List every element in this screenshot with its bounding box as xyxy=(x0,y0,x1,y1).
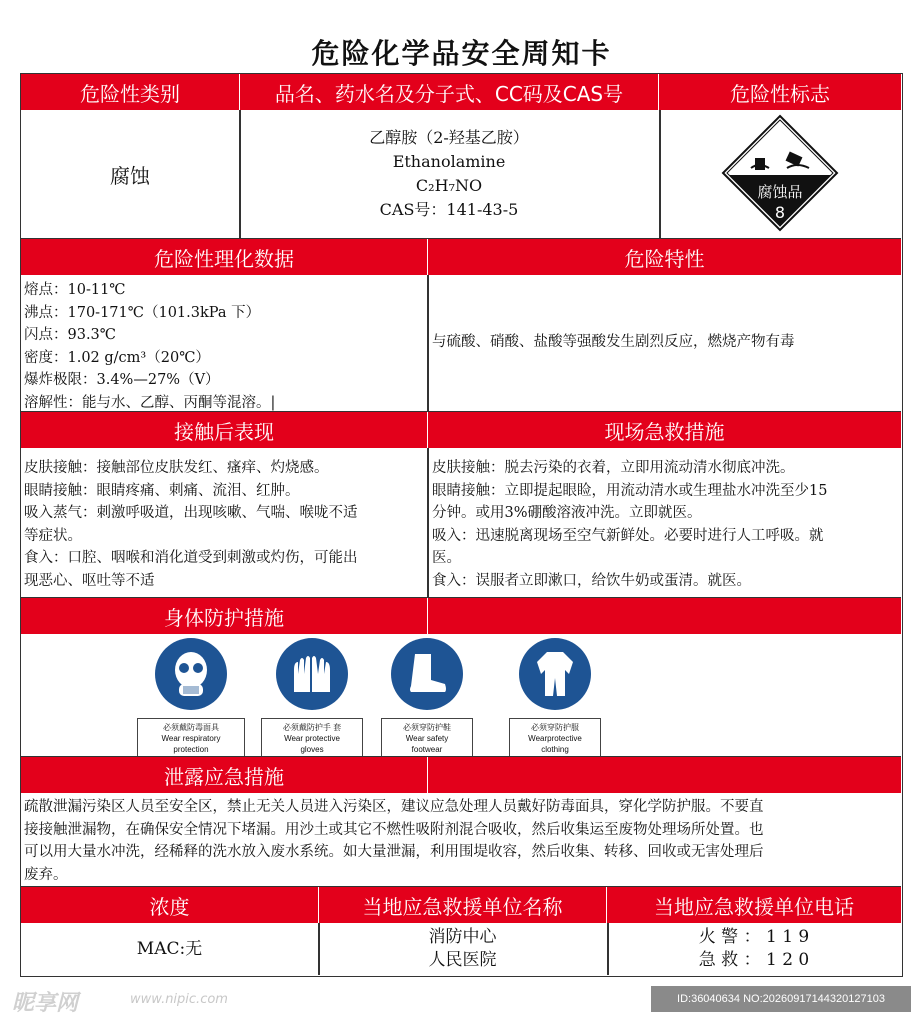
coverall-icon xyxy=(519,638,591,710)
aid-line: 眼睛接触：立即提起眼睑，用流动清水或生理盐水冲洗至少15 xyxy=(432,482,828,499)
phys-line: 沸点：170-171℃（101.3kPa 下） xyxy=(24,304,261,321)
watermark-url: www.nipic.com xyxy=(130,992,228,1007)
card-title: 危险化学品安全周知卡 xyxy=(311,37,612,70)
corrosive-diamond-icon xyxy=(659,110,901,238)
phys-data-list xyxy=(24,279,424,414)
symptom-line: 吸入蒸气：刺激呼吸道，出现咳嗽、气喘、喉咙不适 xyxy=(24,505,358,521)
symptom-line: 食入：口腔、咽喉和消化道受到刺激或灼伤，可能出 xyxy=(24,550,358,566)
ppe-area xyxy=(21,634,901,756)
gas-mask-icon xyxy=(155,638,227,710)
header-concentration: 浓度 xyxy=(21,887,318,923)
sign-class: 8 xyxy=(774,203,786,222)
leak-line: 可以用大量水冲洗，经稀释的洗水放入废水系统。如大量泄漏，利用围堤收容，然后收集、转移、回收或无害处理后 xyxy=(24,844,764,860)
first-aid-list xyxy=(432,457,897,592)
header-phys-data: 危险性理化数据 xyxy=(21,239,427,275)
gloves-icon xyxy=(276,638,348,710)
header-unit-phone: 当地应急救援单位电话 xyxy=(607,887,901,923)
chemical-cas: CAS号：141-43-5 xyxy=(379,200,519,219)
phys-line: 溶解性：能与水、乙醇、丙酮等混溶。| xyxy=(24,394,276,411)
aid-line: 皮肤接触：脱去污染的衣着，立即用流动清水彻底冲洗。 xyxy=(432,460,795,476)
phone-fire: 火 警 ： 1 1 9 xyxy=(698,927,810,947)
symptom-line: 皮肤接触：接触部位皮肤发红、瘙痒、灼烧感。 xyxy=(24,460,329,476)
header-sign: 危险性标志 xyxy=(659,74,901,110)
symptom-line: 等症状。 xyxy=(24,527,82,544)
unit-hospital: 人民医院 xyxy=(428,950,497,970)
aid-line: 食入：误服者立即漱口，给饮牛奶或蛋清。就医。 xyxy=(432,572,751,589)
symptom-line: 现恶心、呕吐等不适 xyxy=(24,572,155,589)
unit-names xyxy=(318,923,607,975)
header-ppe: 身体防护措施 xyxy=(21,598,427,634)
leak-line: 疏散泄漏污染区人员至安全区，禁止无关人员进入污染区，建议应急处理人员戴好防毒面具，穿化学防护服。不要直 xyxy=(24,799,764,815)
boot-icon xyxy=(391,638,463,710)
phys-line: 熔点：10-11℃ xyxy=(24,282,126,298)
chemical-identity xyxy=(239,110,659,238)
aid-line: 分钟。或用3%硼酸溶液冲洗。立即就医。 xyxy=(432,505,702,521)
header-hazard: 危险特性 xyxy=(427,239,901,275)
symptom-list xyxy=(24,457,424,592)
phys-line: 密度：1.02 g/cm³（20℃） xyxy=(24,349,210,366)
corrosive-sign xyxy=(659,110,901,238)
chemical-name-en: Ethanolamine xyxy=(392,152,506,171)
safety-card xyxy=(20,73,903,977)
phone-ambulance: 急 救 ： 1 2 0 xyxy=(698,950,810,970)
unit-fire: 消防中心 xyxy=(428,927,497,947)
chemical-name-cn: 乙醇胺（2-羟基乙胺） xyxy=(369,128,529,147)
symptom-line: 眼睛接触：眼睛疼痛、刺痛、流泪、红肿。 xyxy=(24,482,300,499)
header-leak: 泄露应急措施 xyxy=(21,757,427,793)
leak-line: 接接触泄漏物，在确保安全情况下堵漏。用沙土或其它不燃性吸附剂混合吸收，然后收集运至废物处理场所处置。也 xyxy=(24,821,764,838)
image-id-badge: ID:36040634 NO:20260917144320127103 xyxy=(651,986,911,1012)
leak-text xyxy=(24,796,900,886)
chemical-formula: C₂H₇NO xyxy=(415,176,483,195)
header-name-info: 品名、药水名及分子式、CC码及CAS号 xyxy=(239,74,659,110)
ppe-item-footwear: 必须穿防护鞋 Wear safety footwear xyxy=(381,638,473,759)
watermark-logo: 昵享网 xyxy=(12,991,79,1016)
header-symptoms: 接触后表现 xyxy=(21,412,427,448)
sign-label: 腐蚀品 xyxy=(757,183,803,201)
phys-line: 闪点：93.3℃ xyxy=(24,327,117,343)
ppe-item-gloves: 必须戴防护手 套 Wear protective gloves xyxy=(261,638,363,759)
aid-line: 医。 xyxy=(432,550,461,566)
unit-phones xyxy=(607,923,901,975)
aid-line: 吸入：迅速脱离现场至空气新鲜处。必要时进行人工呼吸。就 xyxy=(432,527,824,544)
category-value: 腐蚀 xyxy=(110,163,150,188)
phys-line: 爆炸极限：3.4%—27%（V） xyxy=(24,372,220,388)
header-ppe-blank xyxy=(427,598,901,634)
header-category: 危险性类别 xyxy=(21,74,239,110)
header-leak-blank xyxy=(427,757,901,793)
header-unit-name: 当地应急救援单位名称 xyxy=(318,887,607,923)
hazard-text: 与硫酸、硝酸、盐酸等强酸发生剧烈反应，燃烧产物有毒 xyxy=(432,334,795,350)
leak-line: 废弃。 xyxy=(24,866,68,883)
ppe-item-respirator: 必须戴防毒面具 Wear respiratory protection xyxy=(137,638,245,759)
header-first-aid: 现场急救措施 xyxy=(427,412,901,448)
watermark-footer xyxy=(0,982,923,1024)
mac-value: MAC:无 xyxy=(136,938,203,959)
ppe-item-clothing: 必须穿防护服 Wearprotective clothing xyxy=(509,638,601,759)
